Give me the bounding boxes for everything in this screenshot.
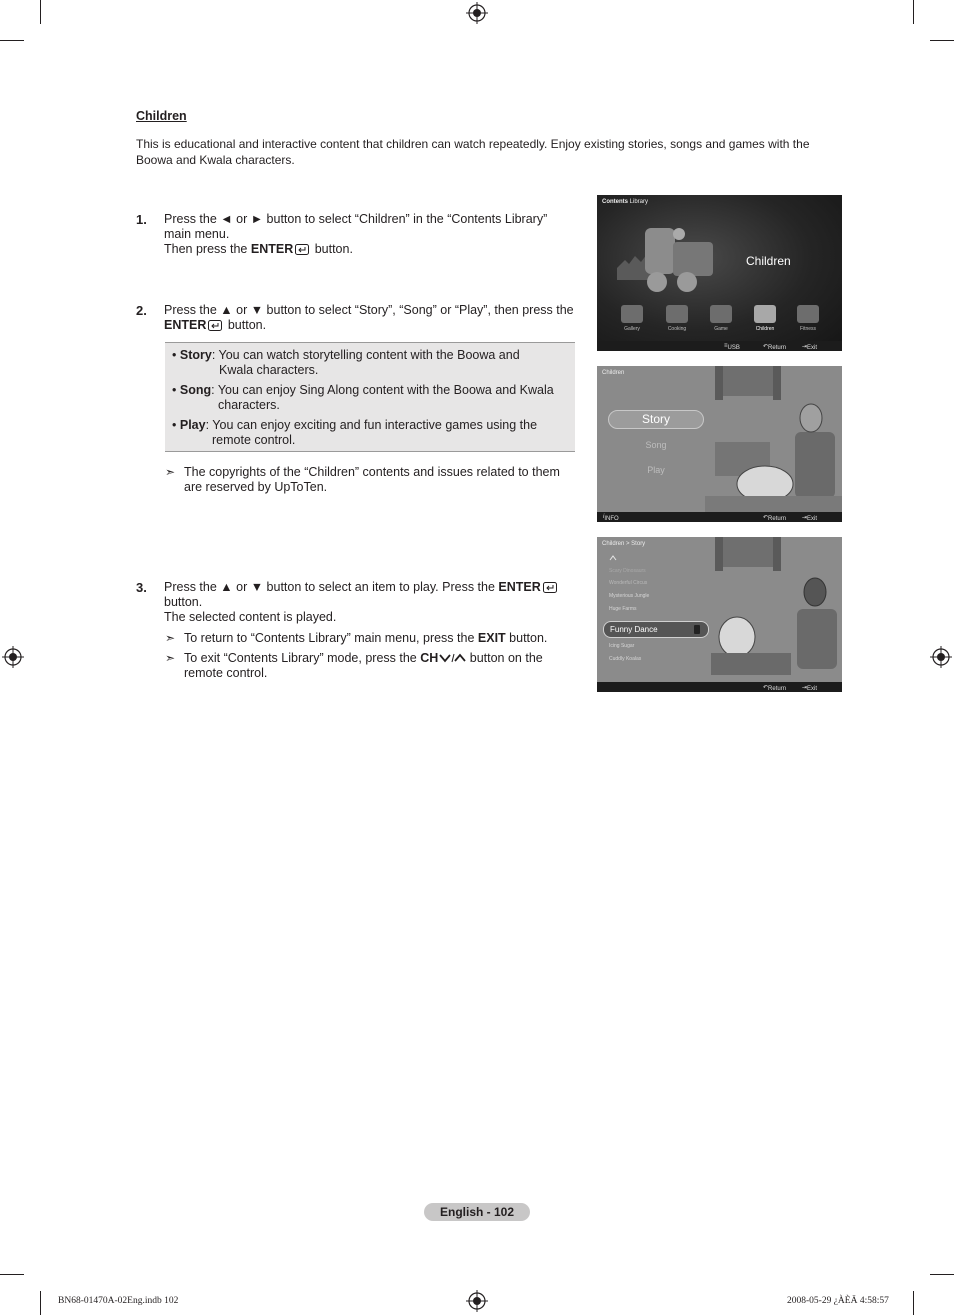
screen-contents-library <box>597 195 842 351</box>
list-item[interactable]: Huge Farms <box>609 606 637 612</box>
step-number: 2. <box>136 303 147 318</box>
list-item[interactable]: Scary Dinosaurs <box>609 568 646 574</box>
train-illustration-icon <box>617 220 717 295</box>
category-cooking[interactable]: Cooking <box>657 305 697 332</box>
enter-icon <box>208 320 222 331</box>
menu-item-story[interactable]: Story <box>608 410 704 429</box>
ch-up-down-icon <box>438 652 466 663</box>
crop-mark <box>913 0 914 24</box>
step-1-line-3: Then press the ENTER button. <box>164 242 353 256</box>
step-number: 3. <box>136 580 147 595</box>
list-item[interactable]: Wonderful Circus <box>609 580 648 586</box>
list-item[interactable]: Cuddly Koalas <box>609 656 642 662</box>
scroll-up-icon[interactable] <box>609 555 617 561</box>
info-hint: i INFO <box>603 514 619 522</box>
book-icon <box>694 625 700 634</box>
screen-footer-bar <box>597 512 842 522</box>
section-title: Children <box>136 109 187 123</box>
crop-mark <box>930 1274 954 1275</box>
crop-mark <box>930 40 954 41</box>
screen-story-list <box>597 537 842 692</box>
note-arrow-icon: ➣ <box>165 651 176 665</box>
note-arrow-icon: ➣ <box>165 631 176 645</box>
option-song: • Song: You can enjoy Sing Along content with the Boowa and Kwala characters. <box>172 383 554 412</box>
fitness-icon <box>797 305 819 323</box>
screen-footer-bar <box>597 341 842 351</box>
step-2-line-1: Press the ▲ or ▼ button to select “Story”, “Song” or “Play”, then press the <box>164 303 574 317</box>
step-3-line-1: Press the ▲ or ▼ button to select an item to play. Press the ENTER <box>164 580 594 595</box>
crop-mark <box>0 1274 24 1275</box>
step-3-line-3: The selected content is played. <box>164 610 337 624</box>
footer-timestamp: 2008-05-29 ¿ÀÈÄ 4:58:57 <box>787 1296 889 1306</box>
return-hint: ↶ Return <box>763 515 787 522</box>
crop-mark <box>913 1291 914 1315</box>
category-fitness[interactable]: Fitness <box>788 305 828 332</box>
enter-label: ENTER <box>164 318 207 332</box>
enter-label: ENTER <box>498 580 541 594</box>
enter-icon <box>295 244 309 255</box>
registration-mark-icon <box>466 1290 488 1312</box>
screen-children-menu <box>597 366 842 522</box>
registration-mark-icon <box>930 646 952 668</box>
intro-paragraph: This is educational and interactive content that children can watch repeatedly. Enjoy existing stories, songs and games with the Boowa and Kwala characters. <box>136 137 810 167</box>
crop-mark <box>40 0 41 24</box>
page-number-badge: English - 102 <box>424 1203 530 1221</box>
footer-file-info: BN68-01470A-02Eng.indb 102 <box>58 1296 179 1306</box>
list-item[interactable]: Icing Sugar <box>609 643 635 649</box>
option-story: • Story: You can watch storytelling content with the Boowa and Kwala characters. <box>172 348 520 377</box>
screen-footer-bar <box>597 682 842 692</box>
bedroom-illustration-icon <box>705 537 842 682</box>
list-item[interactable]: Mysterious Jungle <box>609 593 650 599</box>
step-1-line-2: main menu. <box>164 227 230 241</box>
options-box <box>165 342 575 452</box>
registration-mark-icon <box>466 2 488 24</box>
screen-header: Children > Story <box>602 541 646 547</box>
exit-hint: ⇥ Exit <box>802 515 818 522</box>
screen-header: Contents Library <box>602 199 649 205</box>
registration-mark-icon <box>2 646 24 668</box>
category-gallery[interactable]: Gallery <box>612 305 652 332</box>
screen-title: Children <box>746 254 791 268</box>
crop-mark <box>40 1291 41 1315</box>
step-3-line-2: button. <box>164 595 203 609</box>
usb-hint: ≡ USB <box>724 343 740 351</box>
exit-hint: ⇥ Exit <box>802 344 818 351</box>
return-hint: ↶ Return <box>763 344 787 351</box>
cooking-icon <box>666 305 688 323</box>
category-icons <box>612 305 837 333</box>
enter-label: ENTER <box>250 242 294 256</box>
game-icon <box>710 305 732 323</box>
option-play: • Play: You can enjoy exciting and fun interactive games using the remote control. <box>172 418 538 447</box>
exit-hint: ⇥ Exit <box>802 685 818 692</box>
category-game[interactable]: Game <box>701 305 741 332</box>
list-item-selected[interactable]: Funny Dance <box>603 621 709 638</box>
category-children[interactable]: Children <box>745 305 785 332</box>
bedroom-illustration-icon <box>705 366 842 512</box>
step-2-line-2: ENTER button. <box>164 318 267 332</box>
gallery-icon <box>621 305 643 323</box>
step-number: 1. <box>136 212 147 227</box>
return-hint: ↶ Return <box>763 685 787 692</box>
menu-item-play[interactable]: Play <box>647 465 665 475</box>
note-arrow-icon: ➣ <box>165 465 176 479</box>
enter-icon <box>543 582 557 593</box>
crop-mark <box>0 40 24 41</box>
children-icon <box>754 305 776 323</box>
menu-item-song[interactable]: Song <box>645 440 667 450</box>
step-1-line-1: Press the ◄ or ► button to select “Children” in the “Contents Library” <box>164 212 548 226</box>
screen-header: Children <box>602 370 625 376</box>
